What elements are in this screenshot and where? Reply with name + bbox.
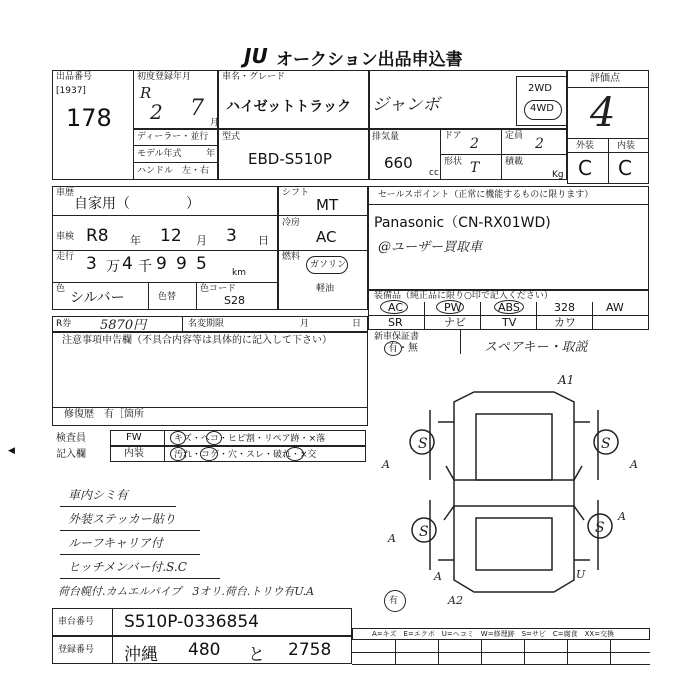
recycle-day: 日 (352, 319, 362, 329)
plate-number: 2758 (288, 640, 332, 660)
ac-label: 冷房 (282, 218, 301, 228)
fuel-label: 燃料 (282, 252, 301, 262)
mileage-digit: 3 (86, 254, 97, 274)
equip-circle (436, 300, 464, 314)
note-line: 車内シミ有 (68, 488, 129, 502)
stamp-mark: 有 (389, 596, 399, 606)
score-label: 評価点 (590, 73, 620, 84)
diagram-mark: A (388, 532, 396, 545)
equipment-row2 (368, 316, 649, 330)
shaken-m: 月 (196, 234, 207, 247)
plate-area: 沖縄 (124, 645, 158, 665)
side-marker-icon: ◀ (8, 446, 15, 456)
displacement-label: 排気量 (372, 132, 400, 142)
handle-label: ハンドル 左・右 (137, 166, 210, 176)
displacement-unit: cc (429, 168, 439, 178)
handwritten-notes (52, 486, 372, 606)
inspector-label: 検査員 (56, 433, 86, 444)
diagram-mark: S (419, 524, 429, 540)
diagram-mark: A (630, 458, 638, 471)
shaken-month: 12 (160, 226, 182, 246)
drive-4wd: 4WD (530, 103, 554, 114)
chassis-label: 車台番号 (58, 617, 95, 627)
shaken-y: 年 (130, 234, 141, 247)
equip-airbag: 328 (554, 301, 575, 314)
model-year-unit: 年 (206, 149, 216, 159)
equip-aw: AW (606, 301, 624, 314)
equip-tv: TV (502, 316, 517, 329)
color-code-label: 色コード (200, 284, 237, 294)
first-reg-label: 初度登録年月 (137, 72, 192, 82)
fuel-gasoline: ガソリン (310, 260, 347, 270)
record-circle (170, 447, 186, 461)
sales-label: セールスポイント（正常に機能するものに限ります） (378, 190, 594, 200)
damage-legend: A=キズ E=エクボ U=ヘコミ W=修理跡 S=サビ C=腐食 XX=交換 (372, 630, 615, 638)
interior-grade: C (618, 156, 632, 180)
shift-value: MT (316, 196, 339, 214)
sales-line1: Panasonic（CN-RX01WD) (374, 215, 551, 231)
lot-label: 出品番号 (56, 72, 93, 82)
equip-sr: SR (388, 316, 403, 329)
mileage-digit: 4 (122, 254, 133, 274)
shape-value: T (470, 160, 480, 176)
color-label: 色 (56, 284, 66, 294)
record-label: 記入欄 (56, 449, 86, 460)
plate-class: 480 (188, 640, 221, 660)
color-code: S28 (224, 294, 245, 307)
score-value: 4 (590, 90, 616, 136)
diagram-mark: S (601, 436, 611, 452)
drive-2wd: 2WD (528, 83, 552, 94)
equip-circle (494, 300, 524, 314)
doors-label: ドア (444, 131, 462, 141)
mileage-digit: 5 (196, 254, 207, 274)
record-items: 汚れ・コゲ・穴・スレ・破れ・×交 (174, 450, 317, 460)
model-code: EBD-S510P (248, 150, 332, 168)
first-reg-year: 2 (150, 100, 163, 124)
history-label: 車歴 (56, 188, 75, 198)
mileage-digit: 9 (156, 254, 167, 274)
sales-line2: @ユーザー買取車 (378, 240, 483, 255)
chassis-number: S510P-0336854 (124, 612, 259, 632)
shaken-label: 車検 (56, 232, 75, 242)
mileage-label: 走行 (56, 252, 75, 262)
recycle-month: 月 (300, 319, 310, 329)
note-line: ヒッチメンバー付.S.C (68, 560, 187, 574)
equip-leather: カワ (554, 316, 576, 329)
doors-value: 2 (470, 136, 479, 152)
history-value: 自家用（ ） (74, 196, 200, 212)
record-circle (200, 447, 218, 461)
inspector-items: キズ・ヘコ・ヒビ割・リペア跡・×落 (174, 434, 326, 444)
exterior-grade: C (578, 156, 592, 180)
shape-label: 形状 (444, 157, 463, 167)
equip-pw: PW (444, 301, 462, 314)
interior-label: 内装 (617, 141, 636, 151)
model-year-label: モデル年式 (137, 149, 182, 159)
dealer-label: ディーラー・並行 (137, 132, 209, 142)
color-value: シルバー (70, 290, 125, 306)
newcar-label: 新車保証書 (374, 332, 420, 342)
newcar-opts: 有・無 (388, 343, 418, 354)
plate-label: 登録番号 (58, 645, 95, 655)
newcar-circle (384, 341, 402, 356)
recycle-value: 5870円 (100, 318, 147, 333)
first-reg-month: 7 (190, 96, 204, 121)
first-reg-month-unit: 月 (210, 118, 220, 128)
mileage-unit-man: 万 (106, 259, 120, 275)
diagram-mark: S (418, 436, 428, 452)
form-title: オークション出品申込書 (276, 50, 463, 70)
diagram-mark: S (595, 520, 605, 536)
notes-label: 注意事項申告欄（不具合内容等は具体的に記入して下さい） (62, 335, 332, 346)
diagram-mark: A2 (448, 594, 463, 606)
lot-sub: [1937] (56, 86, 86, 96)
displacement-value: 660 (384, 154, 413, 172)
record-inner: 内装 (124, 448, 144, 459)
inspector-circle (170, 431, 186, 445)
note-line: ルーフキャリア付 (68, 536, 163, 550)
diagram-mark: U (576, 568, 586, 581)
mileage-unit-sen: 千 (138, 259, 152, 275)
recycle-change-label: 名変期限 (188, 319, 225, 329)
equipment-label: 装備品（純正品に限り○印で記入ください） (374, 291, 553, 301)
shaken-d: 日 (258, 234, 269, 247)
newcar-items: スペアキー・取説 (484, 340, 588, 355)
equip-navi: ナビ (444, 316, 466, 329)
inspector-circle (206, 431, 222, 445)
shaken-day: 3 (226, 226, 237, 246)
note-line: 荷台幌付.カムエルパイプ 3オリ.荷台.トリウ有U.A (58, 585, 315, 598)
record-circle (286, 447, 304, 461)
mileage-digit: 9 (176, 254, 187, 274)
ju-logo: JU (244, 44, 268, 68)
color-tone-label: 色替 (158, 292, 177, 302)
weight-unit: Kg (552, 170, 564, 180)
plate-kana: と (248, 645, 265, 665)
capacity-label: 定員 (505, 131, 524, 141)
capacity-value: 2 (535, 136, 544, 152)
model-label: 型式 (222, 132, 241, 142)
shaken-era: R8 (86, 226, 109, 246)
inspector-fw: FW (126, 432, 142, 443)
mileage-unit: km (232, 268, 246, 278)
shift-label: シフト (282, 188, 310, 198)
car-name: ハイゼットトラック (226, 99, 352, 115)
vehicle-diagram (378, 370, 650, 606)
name-label: 車名・グレード (222, 72, 286, 82)
diagram-mark: A (434, 570, 442, 583)
diagram-mark: A (618, 510, 626, 523)
fuel-diesel: 軽油 (316, 284, 335, 294)
repair-history: 修復歴 有［箇所 (64, 409, 144, 420)
weight-label: 積載 (505, 157, 524, 167)
ac-value: AC (316, 228, 337, 246)
equip-circle (380, 300, 408, 314)
equip-abs: ABS (498, 301, 520, 314)
recycle-label: R券 (56, 319, 72, 329)
note-line: 外装ステッカー貼り (68, 512, 176, 526)
diagram-mark: A1 (558, 373, 575, 387)
car-grade: ジャンボ (372, 95, 440, 115)
exterior-label: 外装 (576, 141, 595, 151)
diagram-mark: A (382, 458, 390, 471)
equip-ac: AC (388, 301, 404, 314)
first-reg-era: R (140, 84, 152, 102)
lot-number: 178 (66, 104, 112, 132)
